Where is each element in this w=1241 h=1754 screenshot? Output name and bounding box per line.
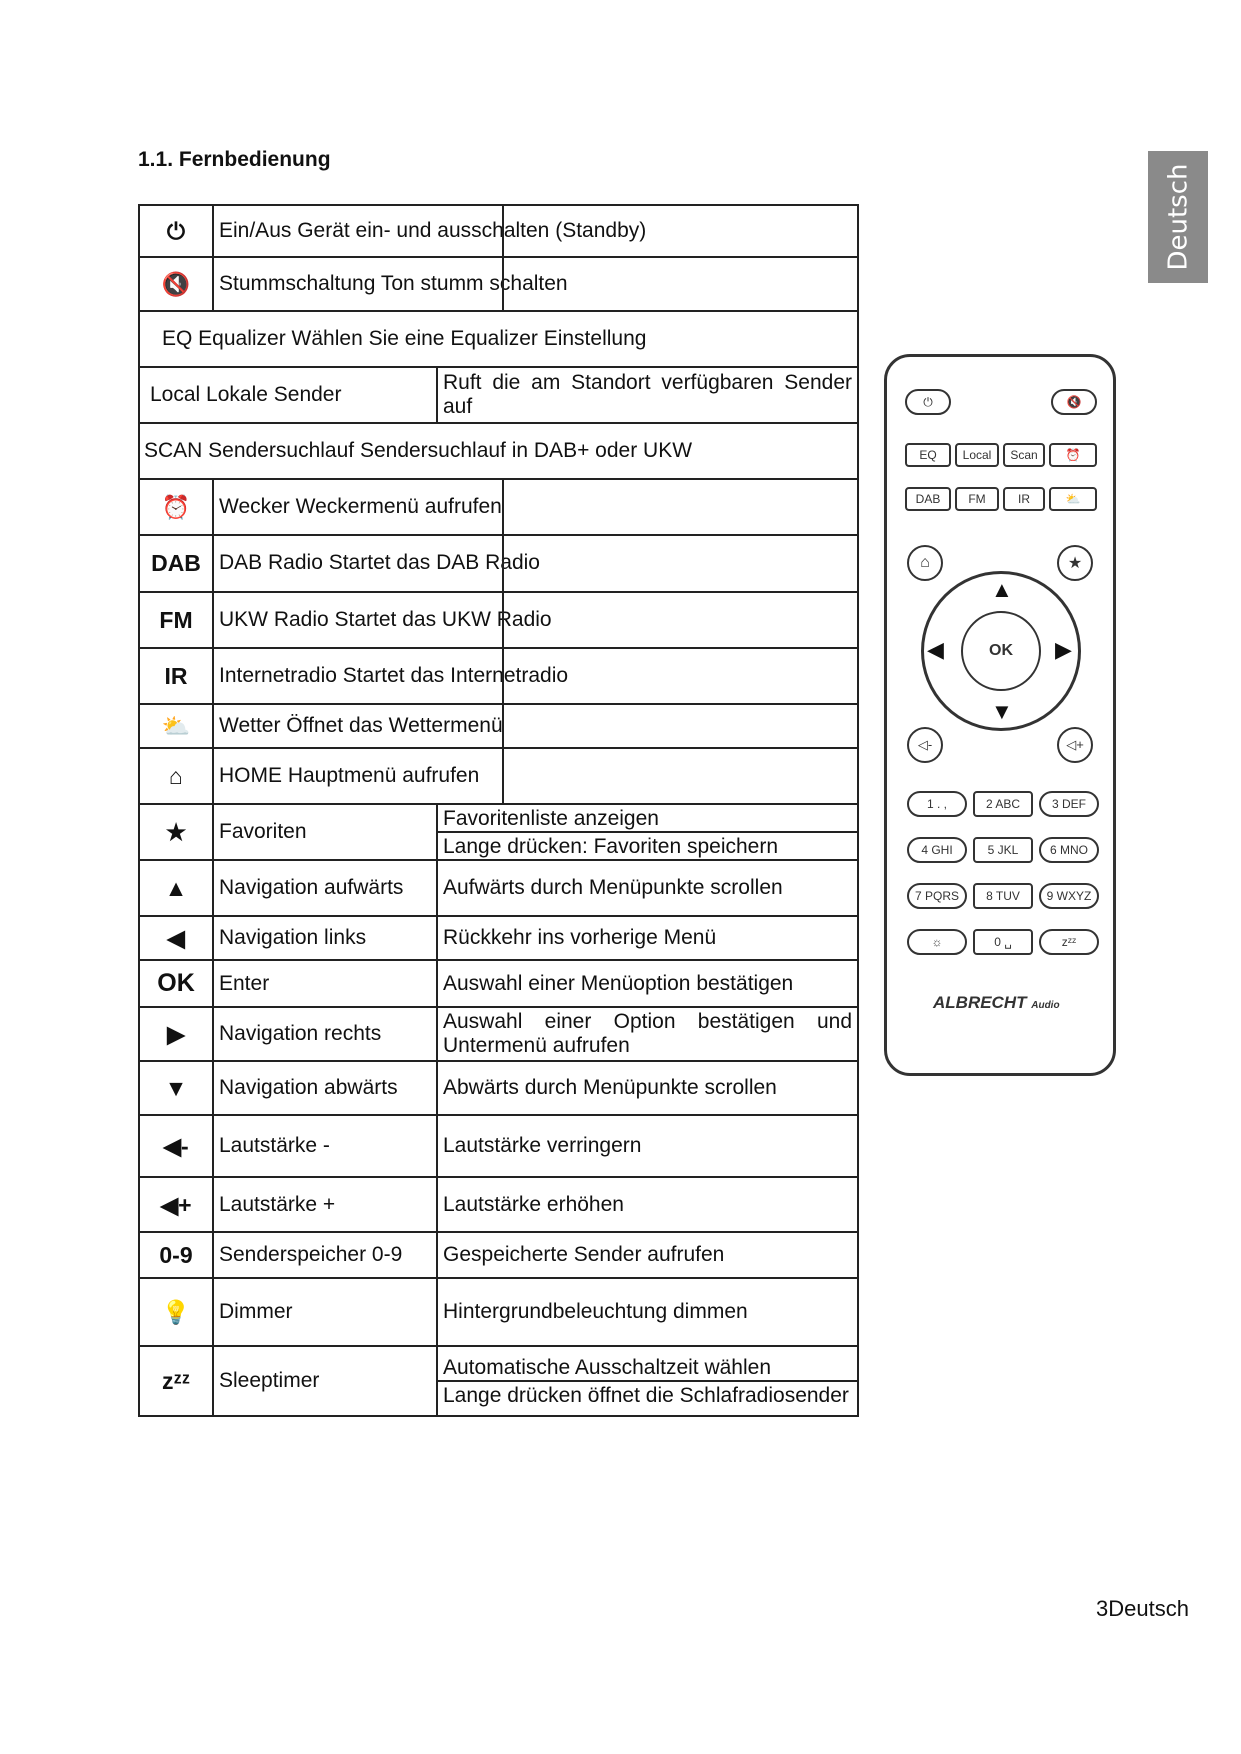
- remote-key-6: 6 MNO: [1039, 837, 1099, 863]
- brand-name: ALBRECHT: [933, 993, 1027, 1012]
- label-text: Local: [150, 382, 201, 406]
- row-text: Wecker Weckermenü aufrufen: [213, 479, 858, 535]
- table-row: [139, 960, 858, 1007]
- remote-left-icon: ◀: [927, 637, 944, 662]
- remote-control-illustration: [884, 354, 1116, 1076]
- table-row: [139, 1278, 858, 1346]
- description: Hintergrundbeleuchtung dimmen: [437, 1278, 858, 1346]
- mute-icon: 🔇: [139, 257, 213, 311]
- row-text: DAB Radio Startet das DAB Radio: [213, 535, 858, 592]
- row-text: UKW Radio Startet das UKW Radio: [213, 592, 858, 648]
- row-text: EQ Equalizer Wählen Sie eine Equalizer Einstellung: [139, 311, 858, 367]
- arrow-left-icon: ◀: [139, 916, 213, 960]
- function-text: Dimmer: [213, 1278, 437, 1346]
- description-line-1: Favoritenliste anzeigen: [443, 807, 659, 830]
- home-icon: ⌂: [139, 748, 213, 804]
- power-icon: ⏻: [139, 205, 213, 257]
- remote-volume-up-button: ◁+: [1057, 727, 1093, 763]
- remote-key-4: 4 GHI: [907, 837, 967, 863]
- row-text: HOME Hauptmenü aufrufen: [213, 748, 858, 804]
- description: [437, 804, 858, 860]
- remote-eq-button: EQ: [905, 443, 951, 467]
- page-number: 3Deutsch: [1096, 1596, 1189, 1621]
- table-row: [139, 479, 858, 535]
- remote-key-8: 8 TUV: [973, 883, 1033, 909]
- remote-key-3: 3 DEF: [1039, 791, 1099, 817]
- function-text: Lautstärke -: [213, 1115, 437, 1177]
- alarm-clock-icon: ⏰: [139, 479, 213, 535]
- arrow-up-icon: ▲: [139, 860, 213, 916]
- function-text: Navigation links: [213, 916, 437, 960]
- function-text: Navigation abwärts: [213, 1061, 437, 1115]
- table-row: [139, 1115, 858, 1177]
- ok-label: OK: [139, 960, 213, 1007]
- table-row: [139, 1061, 858, 1115]
- remote-dab-button: DAB: [905, 487, 951, 511]
- table-row: [139, 704, 858, 748]
- remote-right-icon: ▶: [1055, 637, 1072, 662]
- remote-mute-button: 🔇: [1051, 389, 1097, 415]
- table-row: [139, 1232, 858, 1278]
- weather-icon: ⛅: [139, 704, 213, 748]
- row-text: Wetter Öffnet das Wettermenü: [213, 704, 858, 748]
- table-row: [139, 535, 858, 592]
- brand-sub: Audio: [1031, 1000, 1060, 1011]
- function-text: Navigation rechts: [213, 1007, 437, 1061]
- table-row: [139, 648, 858, 704]
- row-text: Internetradio Startet das Internetradio: [213, 648, 858, 704]
- description: Lautstärke verringern: [437, 1115, 858, 1177]
- brand-logo: [933, 993, 1060, 1013]
- function-text: Sleeptimer: [213, 1346, 437, 1416]
- remote-local-button: Local: [955, 443, 999, 467]
- volume-down-icon: ◀-: [139, 1115, 213, 1177]
- description: Abwärts durch Menüpunkte scrollen: [437, 1061, 858, 1115]
- remote-home-button: ⌂: [907, 545, 943, 581]
- description: Ruft die am Standort verfügbaren Sender auf: [437, 367, 858, 423]
- table-row: [139, 311, 858, 367]
- remote-favorite-button: ★: [1057, 545, 1093, 581]
- description: Aufwärts durch Menüpunkte scrollen: [437, 860, 858, 916]
- table-row: [139, 1007, 858, 1061]
- description-line-1: Automatische Ausschaltzeit wählen: [443, 1356, 772, 1380]
- row-text: Ein/Aus Gerät ein- und ausschalten (Standby): [213, 205, 858, 257]
- remote-key-1: 1 . ,: [907, 791, 967, 817]
- table-row: [139, 592, 858, 648]
- remote-down-icon: ▼: [991, 699, 1013, 724]
- table-row: [139, 1177, 858, 1232]
- remote-up-icon: ▲: [991, 577, 1013, 602]
- dab-label: DAB: [139, 535, 213, 592]
- table-row: [139, 205, 858, 257]
- description-line-2: Lange drücken: Favoriten speichern: [438, 831, 857, 859]
- row-text: Stummschaltung Ton stumm schalten: [213, 257, 858, 311]
- function-text: Favoriten: [213, 804, 437, 860]
- table-row: [139, 257, 858, 311]
- remote-ir-button: IR: [1003, 487, 1045, 511]
- function-text: Enter: [213, 960, 437, 1007]
- description: Gespeicherte Sender aufrufen: [437, 1232, 858, 1278]
- function-text: Senderspeicher 0-9: [213, 1232, 437, 1278]
- table-row: [139, 748, 858, 804]
- fm-label: FM: [139, 592, 213, 648]
- remote-fm-button: FM: [955, 487, 999, 511]
- remote-key-2: 2 ABC: [973, 791, 1033, 817]
- table-row: [139, 860, 858, 916]
- description: Auswahl einer Option bestätigen und Untermenü aufrufen: [437, 1007, 858, 1061]
- function-text: Navigation aufwärts: [213, 860, 437, 916]
- table-row: [139, 804, 858, 860]
- remote-sleep-button: zᶻᶻ: [1039, 929, 1099, 955]
- sleep-icon: zᶻᶻ: [139, 1346, 213, 1416]
- description: [437, 1346, 858, 1416]
- arrow-right-icon: ▶: [139, 1007, 213, 1061]
- page-title: 1.1. Fernbedienung: [138, 148, 331, 171]
- remote-weather-button: ⛅: [1049, 487, 1097, 511]
- remote-key-0: 0 ␣: [973, 929, 1033, 955]
- dimmer-icon: 💡: [139, 1278, 213, 1346]
- description: Auswahl einer Menüoption bestätigen: [437, 960, 858, 1007]
- remote-ok-button: OK: [961, 611, 1041, 691]
- remote-volume-down-button: ◁-: [907, 727, 943, 763]
- star-icon: ★: [139, 804, 213, 860]
- table-row: [139, 1346, 858, 1416]
- table-row: [139, 916, 858, 960]
- language-tab-label: Deutsch: [1163, 163, 1194, 271]
- description: Rückkehr ins vorherige Menü: [437, 916, 858, 960]
- description: Lautstärke erhöhen: [437, 1177, 858, 1232]
- ir-label: IR: [139, 648, 213, 704]
- remote-alarm-button: ⏰: [1049, 443, 1097, 467]
- remote-scan-button: Scan: [1003, 443, 1045, 467]
- function-text: Lautstärke +: [213, 1177, 437, 1232]
- table-row: [139, 423, 858, 479]
- row-label: [139, 367, 437, 423]
- remote-key-9: 9 WXYZ: [1039, 883, 1099, 909]
- remote-power-button: ⏻: [905, 389, 951, 415]
- function-text: Lokale Sender: [206, 382, 342, 406]
- digits-label: 0-9: [139, 1232, 213, 1278]
- volume-up-icon: ◀+: [139, 1177, 213, 1232]
- description-line-2: Lange drücken öffnet die Schlafradiosender: [438, 1380, 857, 1408]
- remote-key-7: 7 PQRS: [907, 883, 967, 909]
- remote-dimmer-button: ☼: [907, 929, 967, 955]
- remote-key-5: 5 JKL: [973, 837, 1033, 863]
- language-tab: [1148, 151, 1208, 283]
- arrow-down-icon: ▼: [139, 1061, 213, 1115]
- remote-function-table: [138, 204, 859, 1417]
- row-text: SCAN Sendersuchlauf Sendersuchlauf in DAB+ oder UKW: [139, 423, 858, 479]
- table-row: [139, 367, 858, 423]
